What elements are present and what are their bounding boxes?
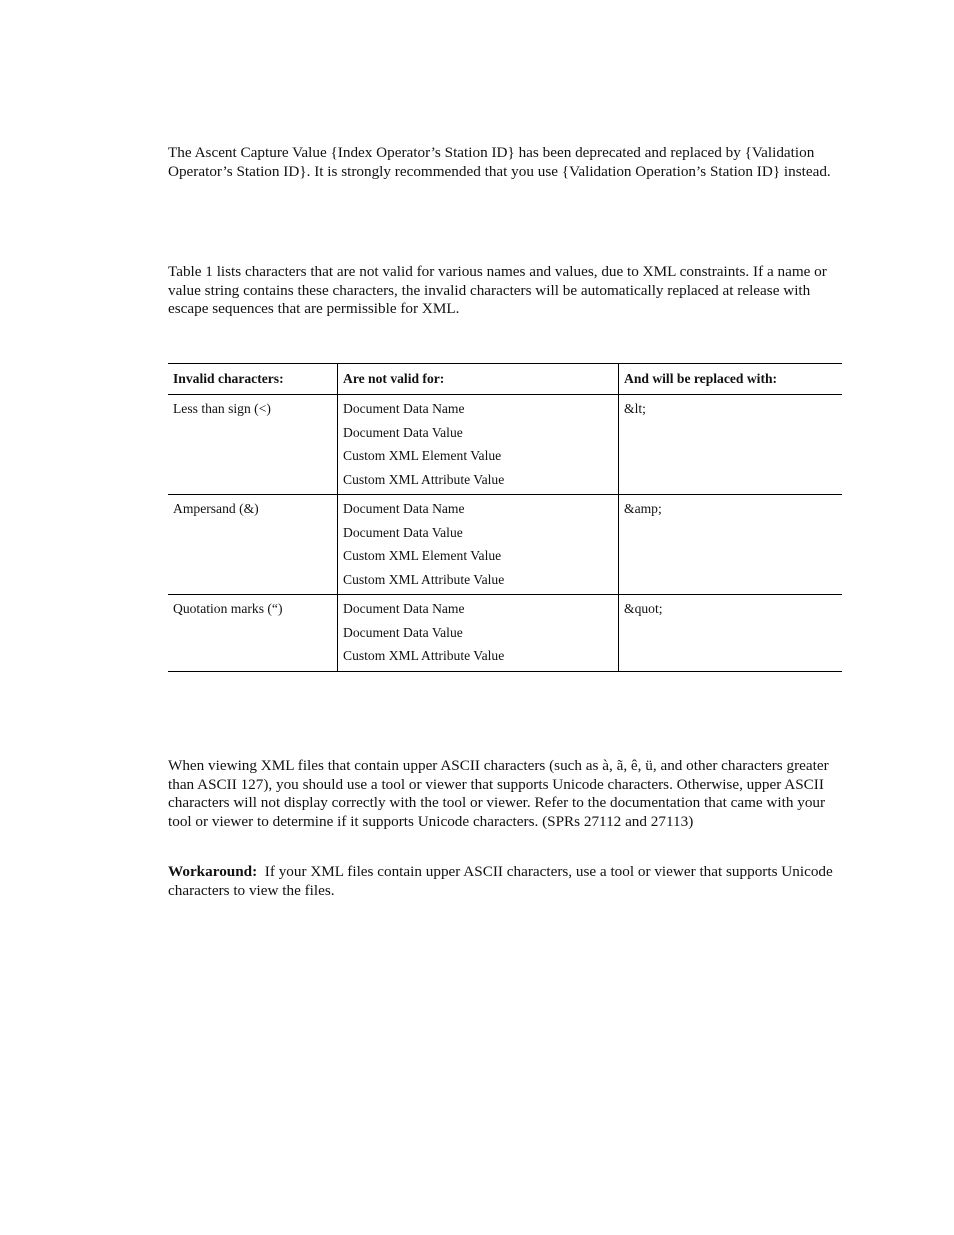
not-valid-for-item: Document Data Name — [343, 401, 465, 417]
workaround-paragraph — [168, 863, 848, 900]
table-intro-paragraph: Table 1 lists characters that are not valid for various names and values, due to XML constraints. If a name or value string contains these characters, the invalid characters will be automatically replaced at release with escape sequences that are permissible for XML. — [168, 263, 827, 318]
table-row — [168, 395, 842, 495]
replacement-cell: &quot; — [619, 595, 843, 671]
not-valid-for-item: Custom XML Attribute Value — [343, 471, 505, 487]
not-valid-for-cell — [338, 495, 619, 595]
not-valid-for-item: Custom XML Element Value — [343, 548, 502, 564]
not-valid-for-item: Document Data Value — [343, 624, 463, 640]
not-valid-for-cell — [338, 395, 619, 495]
replacement-cell: &amp; — [619, 495, 843, 595]
not-valid-for-item: Custom XML Attribute Value — [343, 648, 505, 664]
invalid-characters-table — [168, 363, 842, 672]
header-not-valid-for: Are not valid for: — [338, 364, 619, 395]
deprecation-paragraph: The Ascent Capture Value {Index Operator’s Station ID} has been deprecated and replaced by {Validation Operator’s Station ID}. It is strongly recommended that you use {Validation Operation’s Station ID} instead. — [168, 144, 831, 180]
header-invalid-characters: Invalid characters: — [168, 364, 338, 395]
invalid-character-cell: Ampersand (&) — [168, 495, 338, 595]
not-valid-for-item: Document Data Name — [343, 601, 465, 617]
table-row — [168, 595, 842, 671]
header-replaced-with: And will be replaced with: — [619, 364, 843, 395]
not-valid-for-cell — [338, 595, 619, 671]
not-valid-for-item: Document Data Name — [343, 501, 465, 517]
unicode-paragraph: When viewing XML files that contain upper ASCII characters (such as à, ã, ê, ü, and other characters greater than ASCII 127), you should use a tool or viewer that supports Unicode characters. Otherwise, upper ASCII characters will not display correctly with the tool or viewer. Refer to the documentation that came with your tool or viewer to determine if it supports Unicode characters. (SPRs 27112 and 27113) — [168, 757, 829, 830]
not-valid-for-item: Document Data Value — [343, 524, 463, 540]
not-valid-for-item: Custom XML Attribute Value — [343, 571, 505, 587]
invalid-character-cell: Less than sign (<) — [168, 395, 338, 495]
workaround-text: If your XML files contain upper ASCII characters, use a tool or viewer that supports Unicode characters to view the files. — [168, 863, 833, 899]
workaround-label: Workaround: — [168, 863, 258, 880]
not-valid-for-item: Custom XML Element Value — [343, 448, 502, 464]
table-header-row — [168, 364, 842, 395]
table-row — [168, 495, 842, 595]
invalid-character-cell: Quotation marks (“) — [168, 595, 338, 671]
replacement-cell: &lt; — [619, 395, 843, 495]
not-valid-for-item: Document Data Value — [343, 424, 463, 440]
